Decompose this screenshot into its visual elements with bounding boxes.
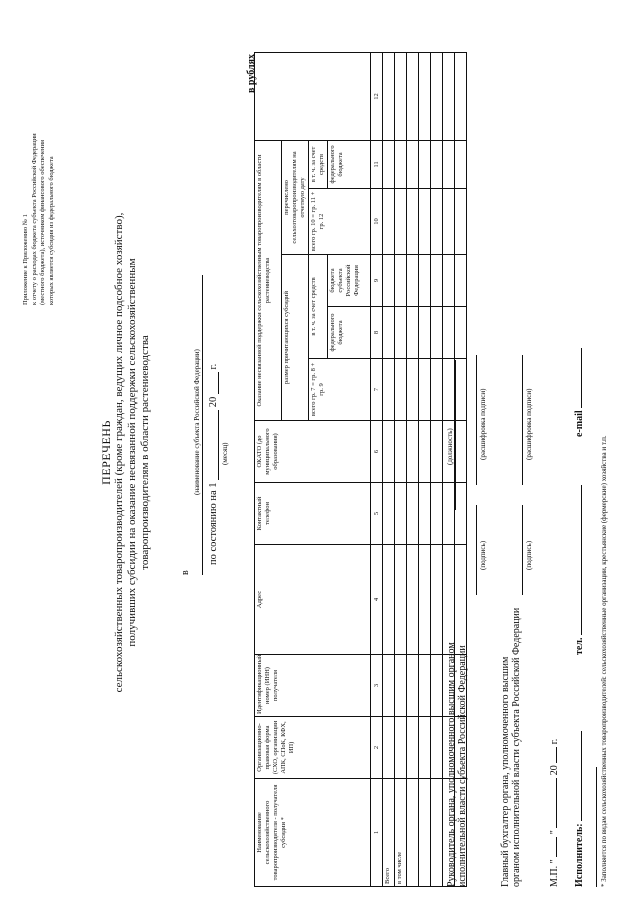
header-transferred-incl: в т. ч. за счет средств [309, 140, 328, 188]
stamp-date [547, 739, 560, 887]
col-number: 1 [371, 779, 383, 887]
title-main: ПЕРЕЧЕНЬ [99, 420, 113, 485]
title-line: сельскохозяйственных товаропроизводителей (кроме граждан, ведущих личное подсобное хозяйство), [113, 212, 125, 693]
subsidy-table [254, 52, 467, 887]
phone-line [572, 485, 582, 635]
header-fed-budget: федерального бюджета [328, 307, 371, 359]
footnote [600, 27, 608, 887]
head-signature-line [476, 505, 477, 595]
year-suffix: г. [208, 363, 219, 370]
accountant-line-2: органом исполнительной власти субъекта Российской Федерации [511, 607, 522, 887]
phone-label: тел. [574, 637, 585, 655]
email-label: e-mail [574, 410, 585, 437]
region-caption: (наименование субъекта Российской Федерации) [193, 349, 201, 495]
header-accrued-total: всего гр. 7 = гр. 8 + гр. 9 [309, 359, 371, 421]
head-line-2: исполнительной власти субъекта Российской Федерации [457, 645, 468, 887]
email-row [572, 348, 585, 437]
email-line [572, 348, 582, 408]
col-number: 12 [371, 52, 383, 140]
year-line [208, 372, 219, 394]
header-org-form: Организационно-правовая форма (СХО, организации АПК, СПоК, КФХ, ИП) [255, 717, 371, 779]
table-row-total [383, 52, 395, 886]
header-blank [255, 52, 371, 140]
col-number: 8 [371, 307, 383, 359]
month-line [547, 778, 557, 828]
table-row [419, 52, 431, 886]
col-number: 7 [371, 359, 383, 421]
document-title [100, 0, 152, 905]
year-prefix: 20 [208, 396, 219, 408]
col-number: 5 [371, 483, 383, 545]
header-okato: ОКАТО (до муниципального образования) [255, 421, 371, 483]
region-field [180, 275, 203, 575]
position-caption: (должность) [446, 428, 454, 465]
day-line [547, 837, 557, 857]
header-fed-budget-transferred: федерального бюджета [328, 140, 371, 188]
header-inn: Идентификационный номер (ИНН) получателя [255, 655, 371, 717]
head-title [446, 642, 468, 887]
as-of-prefix: по состоянию на 1 [208, 482, 219, 565]
incl-label: в том числе [395, 779, 407, 887]
accountant-signature-line [522, 505, 523, 595]
col-number: 2 [371, 717, 383, 779]
accountant-signature-caption: (подпись) [525, 540, 533, 570]
accountant-line-1: Главный бухгалтер органа, уполномоченного высшим [500, 656, 511, 887]
executor-row [572, 731, 585, 887]
head-line-1: Руководитель органа, уполномоченного высшим органом [446, 642, 457, 887]
month-line [208, 410, 219, 480]
table-row [431, 52, 443, 886]
title-line: товаропроизводителям в области растениеводства [139, 335, 151, 570]
header-transferred-total: всего гр. 10 = гр. 11 + гр. 12 [309, 189, 371, 255]
quote-close: " [549, 830, 560, 835]
month-caption: (месяц) [221, 442, 229, 465]
region-prefix: в [180, 570, 191, 575]
header-support: Оказание несвязанной поддержки сельскохозяйственным товаропроизводителям в области растениеводства [255, 140, 282, 420]
table-row [407, 52, 419, 886]
header-reg-budget: бюджета субъекта Российской Федерации [328, 255, 371, 307]
col-number: 6 [371, 421, 383, 483]
executor-line [572, 731, 582, 821]
accountant-decode-caption: (расшифровка подписи) [525, 388, 533, 460]
appendix-line: которых является субсидия из федерального бюджета [47, 156, 55, 305]
column-number-row [371, 52, 383, 886]
header-name: Наименование сельскохозяйственного товаропроизводителя - получателя субсидии * [255, 779, 371, 887]
total-label: Всего [383, 779, 395, 887]
col-number: 4 [371, 545, 383, 655]
year-line [547, 747, 557, 763]
date-year-suffix: г. [549, 738, 560, 745]
footnote-rule [596, 767, 597, 887]
unit-label: в рублях [246, 54, 257, 93]
as-of-date [208, 363, 229, 565]
position-line [455, 360, 456, 510]
phone-row [572, 485, 585, 655]
col-number: 11 [371, 140, 383, 188]
appendix-note [22, 75, 56, 305]
table-row-incl [395, 52, 407, 886]
head-decode-caption: (расшифровка подписи) [479, 388, 487, 460]
title-line: получивших субсидии на оказание несвязанной поддержки сельскохозяйственным [126, 258, 138, 647]
col-number: 10 [371, 189, 383, 255]
appendix-line: Приложение к Приложению № 1 [22, 214, 29, 305]
appendix-line: к отчету о расходах бюджета субъекта Российской Федерации [30, 133, 38, 305]
header-accrued-incl: в т. ч. за счет средств [309, 255, 328, 359]
date-year: 20 [549, 765, 560, 776]
footnote-text: * Заполняется по видам сельскохозяйственных товаропроизводителей: сельскохозяйственные организации, крестьянские (фермерские) хозяйства и т.п. [600, 435, 608, 887]
quote-open: " [549, 859, 560, 864]
header-accrued: размер причитающихся субсидий [282, 255, 309, 421]
head-signature-caption: (подпись) [479, 540, 487, 570]
mp-label: М.П. [549, 865, 560, 887]
accountant-title [500, 608, 522, 887]
col-number: 3 [371, 655, 383, 717]
header-phone: Контактный телефон [255, 483, 371, 545]
head-decode-line [476, 355, 477, 485]
col-number: 9 [371, 255, 383, 307]
header-address: Адрес [255, 545, 371, 655]
header-transferred: перечислено сельхозтоваропроизводителям на отчетную дату [282, 140, 309, 254]
appendix-line: (местного бюджета), источником финансового обеспечения [39, 140, 47, 305]
accountant-decode-line [522, 355, 523, 485]
executor-label: Исполнитель: [574, 823, 585, 887]
